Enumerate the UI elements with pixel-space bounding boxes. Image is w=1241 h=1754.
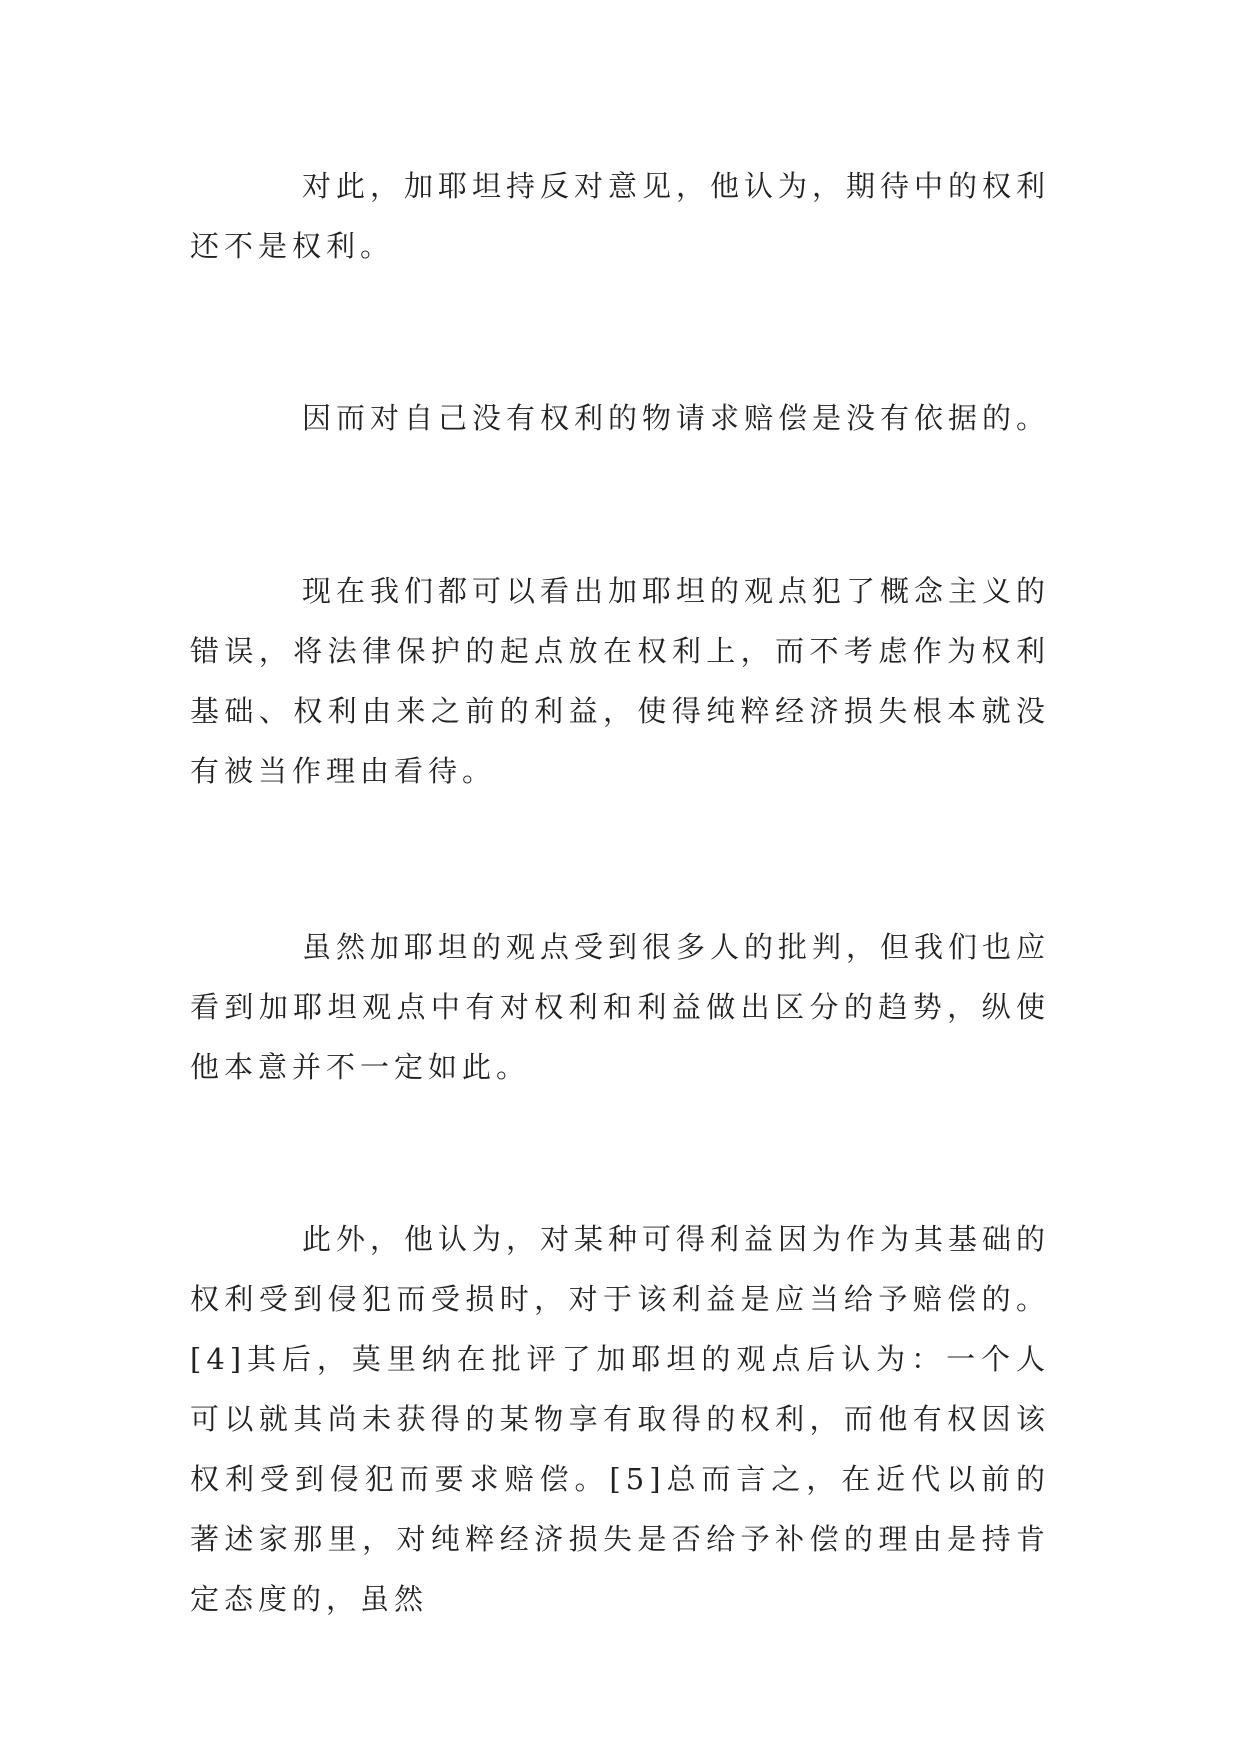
paragraph-4: 虽然加耶坦的观点受到很多人的批判，但我们也应看到加耶坦观点中有对权利和利益做出区分的趋势，纵使他本意并不一定如此。 <box>190 930 1051 1084</box>
paragraph-5: 此外，他认为，对某种可得利益因为作为其基础的权利受到侵犯而受损时，对于该利益是应当给予赔偿的。[4]其后，莫里纳在批评了加耶坦的观点后认为：一个人可以就其尚未获得的某物享有取得的权利，而他有权因该权利受到侵犯而要求赔偿。[5]总而言之，在近代以前的著述家那里，对纯粹经济损失是否给予补偿的理由是持肯定态度的，虽然 <box>190 1222 1051 1616</box>
paragraph-1: 对此，加耶坦持反对意见，他认为，期待中的权利还不是权利。 <box>190 169 1051 263</box>
paragraph-3: 现在我们都可以看出加耶坦的观点犯了概念主义的错误，将法律保护的起点放在权利上，而不考虑作为权利基础、权利由来之前的利益，使得纯粹经济损失根本就没有被当作理由看待。 <box>190 574 1051 788</box>
paragraph-2: 因而对自己没有权利的物请求赔偿是没有依据的。 <box>302 401 1051 435</box>
